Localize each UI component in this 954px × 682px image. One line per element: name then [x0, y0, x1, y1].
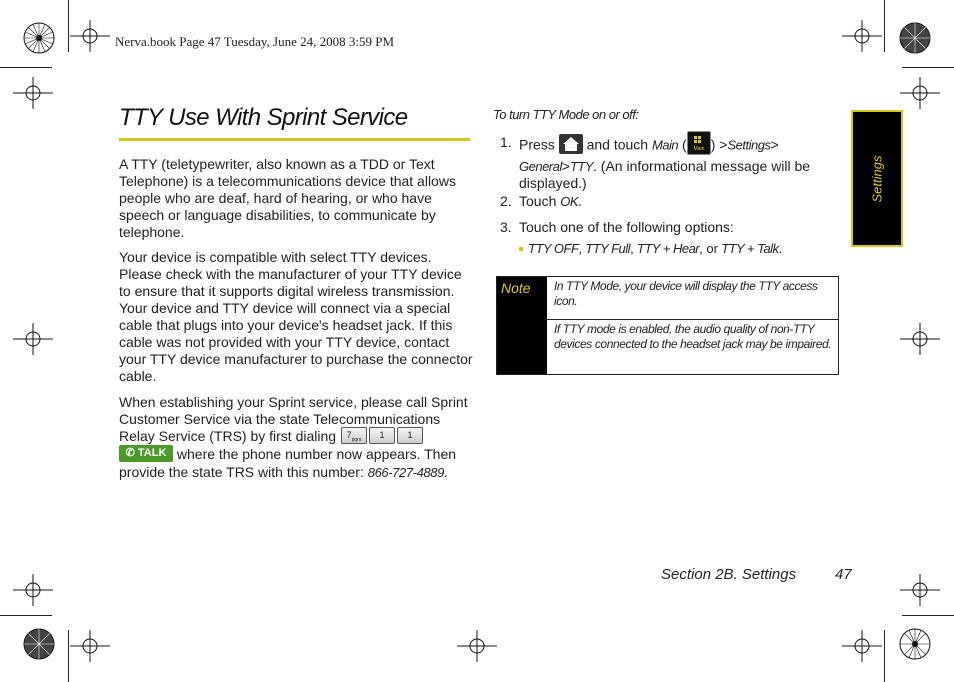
registration-rosette-icon	[23, 628, 55, 660]
step1-settings: Settings	[727, 137, 771, 153]
side-tab-label: Settings	[869, 155, 885, 202]
crop-mark-icon	[457, 630, 497, 662]
option-tty-full: TTY Full	[585, 241, 631, 256]
note-divider	[547, 319, 838, 320]
crop-mark-icon	[900, 574, 940, 606]
step-number: 3.	[500, 219, 512, 235]
option-separator: , or	[699, 241, 718, 256]
paragraph-trs	[119, 394, 474, 481]
trs-number: 866-727-4889	[367, 464, 444, 480]
trs-period: .	[443, 463, 448, 480]
bullet-icon	[519, 247, 523, 251]
step2-ok: OK	[560, 194, 579, 209]
registration-rosette-icon	[899, 628, 931, 660]
paragraph-compatibility: Your device is compatible with select TTY devices. Please check with the manufacturer of your TTY device to ensure that it supports digital wireless transmission. Your device and TTY device will connect via a special cable that plugs into your device's headset jack. If this cable was not provided with your TTY device, contact your TTY device manufacturer to purchase the connector cable.	[119, 249, 473, 384]
option-tty-talk: TTY + Talk	[721, 241, 779, 256]
home-key-icon	[559, 134, 583, 154]
step-number: 1.	[500, 134, 512, 150]
step-1	[500, 134, 835, 192]
main-icon-label: Main	[693, 146, 705, 152]
note-text-1: In TTY Mode, your device will display the TTY access icon.	[554, 279, 818, 308]
crop-mark-icon	[13, 574, 53, 606]
key-1-icon	[397, 427, 423, 444]
registration-rosette-icon	[23, 22, 55, 54]
option-end: .	[778, 241, 783, 256]
note-text-2: If TTY mode is enabled, the audio quality of non-TTY devices connected to the headset jack may be impaired.	[554, 322, 832, 351]
step1-tty: TTY	[569, 159, 593, 174]
registration-rosette-icon	[899, 22, 931, 54]
talk-key-icon: ✆ TALK	[119, 445, 173, 462]
tty-options-list	[519, 241, 782, 256]
crop-mark-icon	[842, 630, 882, 662]
step1-close-paren: )	[710, 136, 716, 153]
key-1-digit-second: 1	[407, 429, 413, 440]
crop-mark-icon	[842, 20, 882, 52]
print-header: Nerva.book Page 47 Tuesday, June 24, 2008 3:59 PM	[115, 34, 395, 49]
step1-and-touch: and touch	[586, 136, 649, 153]
paragraph-intro: A TTY (teletypewriter, also known as a TDD or Text Telephone) is a telecommunications device that allows people who are deaf, hard of hearing, or who have speech or language disabilities, to communicate by telephone.	[119, 156, 456, 240]
step2-period: .	[578, 193, 582, 209]
footer-page-number: 47	[835, 566, 852, 583]
option-tty-off: TTY OFF	[528, 241, 579, 256]
crop-mark-icon	[70, 20, 110, 52]
trs-text-after: where the phone number now appears. Then provide the state TRS with this number:	[119, 445, 457, 480]
talk-key-label: TALK	[137, 446, 167, 459]
step1-main: Main	[651, 137, 679, 153]
note-label-column	[497, 277, 547, 374]
step1-arrow-3: >	[561, 158, 570, 174]
page-title: TTY Use With Sprint Service	[119, 104, 408, 131]
crop-line	[0, 67, 52, 68]
crop-line	[902, 615, 954, 616]
step-3	[500, 219, 835, 236]
crop-mark-icon	[70, 630, 110, 662]
crop-line	[68, 0, 69, 52]
option-tty-hear: TTY + Hear	[636, 241, 700, 256]
trs-text-before: When establishing your Sprint service, please call Sprint Customer Service via the state Telecommunications Relay Service (TRS) by first dialing	[119, 394, 468, 444]
crop-mark-icon	[13, 323, 53, 355]
step1-rest: . (An informational message will be displayed.)	[519, 158, 811, 191]
step1-open-paren: (	[682, 136, 687, 153]
step-2	[500, 193, 835, 210]
footer-section: Section 2B. Settings	[661, 566, 797, 583]
key-1-digit: 1	[379, 429, 385, 440]
step1-arrow-2: >	[770, 136, 779, 153]
note-box	[496, 276, 839, 375]
step-number: 2.	[500, 193, 512, 209]
instructions-title: To turn TTY Mode on or off:	[493, 107, 639, 122]
step2-touch: Touch	[519, 193, 557, 209]
option-separator: ,	[630, 241, 634, 256]
step1-arrow-1: >	[719, 136, 728, 153]
title-rule	[119, 138, 470, 141]
step3-text: Touch one of the following options:	[519, 219, 734, 235]
section-side-tab	[851, 110, 903, 247]
key-7-letters: pqrs	[351, 436, 362, 443]
crop-line	[884, 630, 885, 682]
crop-mark-icon	[13, 77, 53, 109]
key-1-icon	[369, 427, 395, 444]
crop-line	[902, 67, 954, 68]
crop-mark-icon	[900, 323, 940, 355]
key-7-digit: 7	[346, 429, 352, 440]
main-menu-icon	[687, 131, 711, 155]
crop-line	[884, 0, 885, 52]
step1-general: General	[519, 159, 562, 174]
note-label: Note	[501, 280, 531, 296]
step1-press: Press	[519, 136, 555, 153]
crop-mark-icon	[900, 77, 940, 109]
key-7-icon	[341, 427, 367, 444]
option-separator: ,	[578, 241, 583, 256]
crop-line	[68, 630, 69, 682]
crop-line	[0, 615, 52, 616]
